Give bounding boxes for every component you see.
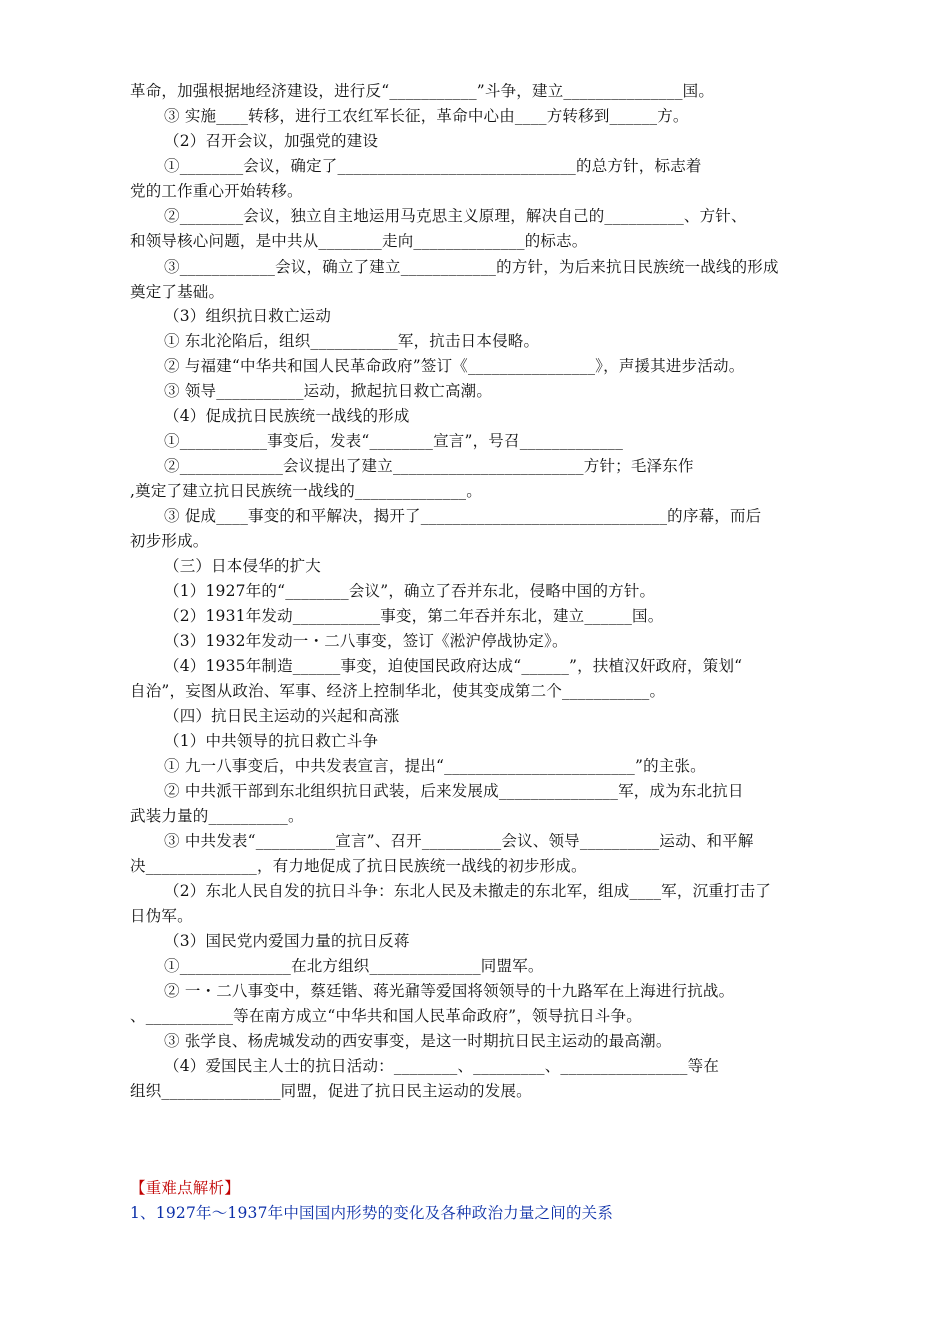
text-line: 革命，加强根据地经济建设，进行反“___________”斗争，建立_______________国。 [130, 82, 715, 100]
text-line: 和领导核心问题，是中共从________走向______________的标志。 [130, 232, 588, 250]
text-line: ① 东北沦陷后，组织___________军，抗击日本侵略。 [164, 332, 540, 350]
text-line: ①________会议，确定了______________________________的总方针，标志着 [164, 157, 702, 175]
section-item: 1、1927年～1937年中国国内形势的变化及各种政治力量之间的关系 [130, 1204, 614, 1222]
text-line: ③ 中共发表“__________宣言”、召开__________会议、领导__________运动、和平解 [164, 832, 754, 850]
text-line: ② 与福建“中华共和国人民革命政府”签订《________________》，声援其进步活动。 [164, 357, 745, 375]
text-line: （三）日本侵华的扩大 [164, 557, 322, 575]
text-line: 日伪军。 [130, 907, 193, 925]
text-line: ② 一・二八事变中，蔡廷锴、蒋光鼐等爱国将领领导的十九路军在上海进行抗战。 [164, 982, 735, 1000]
text-line: ③ 领导___________运动，掀起抗日救亡高潮。 [164, 382, 493, 400]
text-line: （4）爱国民主人士的抗日活动：________、_________、________________等在 [164, 1057, 720, 1075]
text-line: ③____________会议，确立了建立____________的方针，为后来抗日民族统一战线的形成 [164, 258, 779, 276]
text-line: 组织_______________同盟，促进了抗日民主运动的发展。 [130, 1082, 532, 1100]
text-line: ③ 实施____转移，进行工农红军长征，革命中心由____方转移到______方。 [164, 107, 689, 125]
text-line: 决______________，有力地促成了抗日民族统一战线的初步形成。 [130, 857, 587, 875]
text-line: 奠定了基础。 [130, 283, 225, 301]
text-line: （4）促成抗日民族统一战线的形成 [164, 407, 410, 425]
text-line: （四）抗日民主运动的兴起和高涨 [164, 707, 400, 725]
section-header: 【重难点解析】 [130, 1179, 240, 1197]
text-line: ② 中共派干部到东北组织抗日武装，后来发展成_______________军，成为东北抗日 [164, 782, 744, 800]
text-line: 自治”，妄图从政治、军事、经济上控制华北，使其变成第二个___________。 [130, 682, 666, 700]
text-line: ②________会议，独立自主地运用马克思主义原理，解决自己的__________、方针、 [164, 207, 747, 225]
text-line: ①______________在北方组织______________同盟军。 [164, 957, 544, 975]
text-line: ① 九一八事变后，中共发表宣言，提出“________________________”的主张。 [164, 757, 706, 775]
text-line: （2）东北人民自发的抗日斗争：东北人民及未撤走的东北军，组成____军，沉重打击了 [164, 882, 772, 900]
text-line: （3）1932年发动一・二八事变，签订《淞沪停战协定》。 [164, 632, 568, 650]
text-line: ②_____________会议提出了建立________________________方针；毛泽东作 [164, 457, 694, 475]
text-line: ③ 促成____事变的和平解决，揭开了_______________________________的序幕，而后 [164, 507, 762, 525]
text-line: （4）1935年制造______事变，迫使国民政府达成“______”，扶植汉奸政府，策划“ [164, 657, 743, 675]
text-line: 党的工作重心开始转移。 [130, 182, 303, 200]
text-line: （2）1931年发动___________事变，第二年吞并东北，建立______国。 [164, 607, 664, 625]
text-line: 武装力量的__________。 [130, 807, 304, 825]
text-line: ①___________事变后，发表“________宣言”，号召_____________ [164, 432, 624, 450]
text-line: （1）中共领导的抗日救亡斗争 [164, 732, 379, 750]
text-line: ,奠定了建立抗日民族统一战线的______________。 [130, 482, 482, 500]
text-line: 初步形成。 [130, 532, 209, 550]
text-line: （3）组织抗日救亡运动 [164, 307, 332, 325]
text-line: （2）召开会议，加强党的建设 [164, 132, 379, 150]
text-line: 、___________等在南方成立“中华共和国人民革命政府”，领导抗日斗争。 [130, 1007, 642, 1025]
text-line: （3）国民党内爱国力量的抗日反蒋 [164, 932, 410, 950]
text-line: ③ 张学良、杨虎城发动的西安事变，是这一时期抗日民主运动的最高潮。 [164, 1032, 672, 1050]
text-line: （1）1927年的“________会议”，确立了吞并东北，侵略中国的方针。 [164, 582, 656, 600]
